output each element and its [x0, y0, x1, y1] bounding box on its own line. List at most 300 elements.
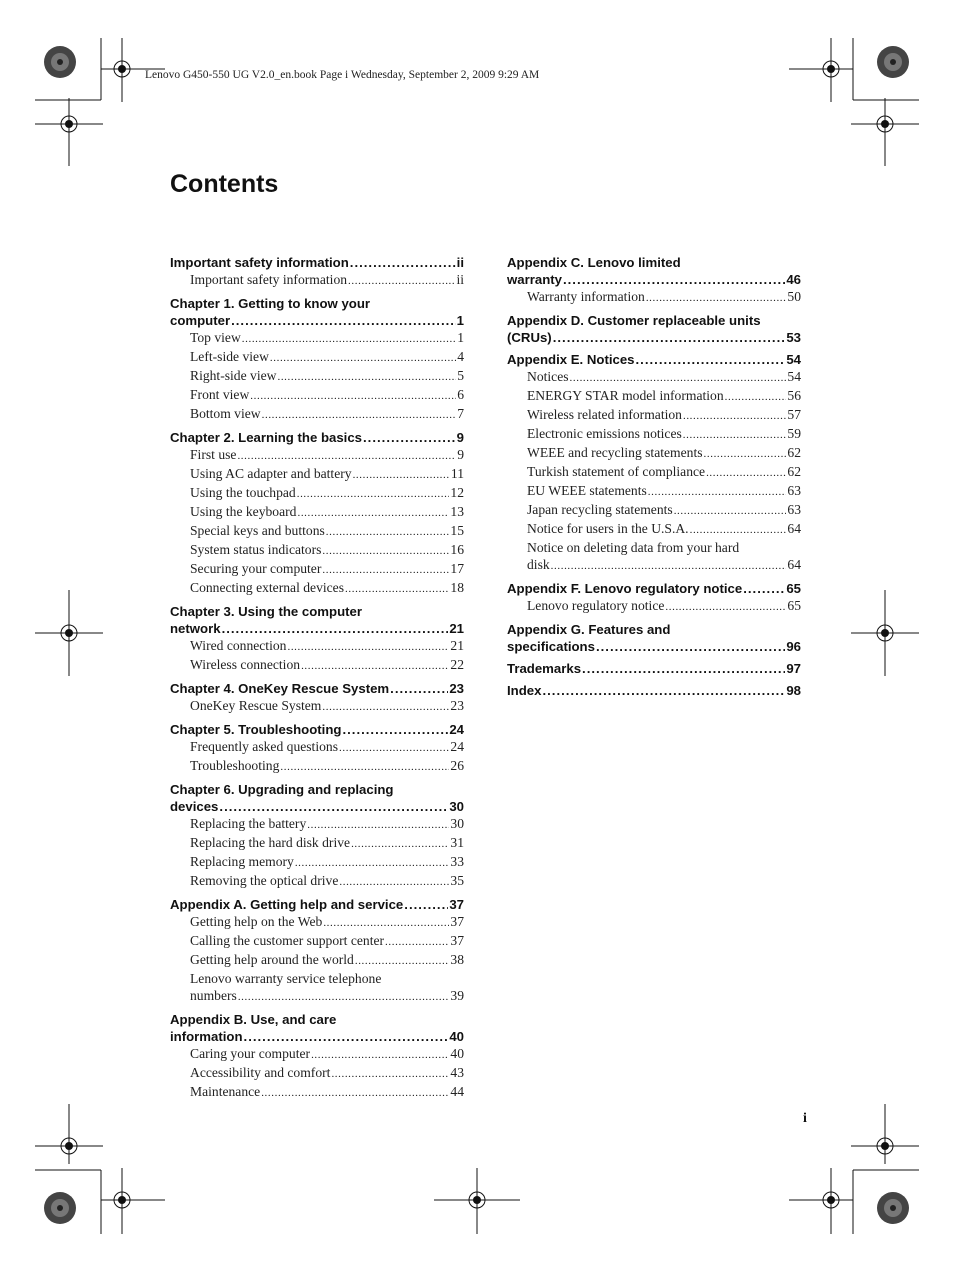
toc-subsection-line: [190, 656, 464, 675]
toc-left-column: [170, 254, 464, 1107]
toc-chapter-page: 9: [456, 430, 464, 445]
toc-chapter-page: 23: [449, 681, 464, 696]
toc-subsection-page: 21: [450, 638, 464, 653]
dot-leader: [250, 386, 456, 405]
toc-subsection-page: 39: [450, 988, 464, 1003]
toc-subsection-entry[interactable]: [507, 387, 801, 406]
toc-right-column: [507, 254, 801, 704]
toc-subsection-entry[interactable]: [507, 406, 801, 425]
toc-subsection-page: 18: [450, 580, 464, 595]
toc-subsection-title: Using AC adapter and battery: [190, 466, 352, 481]
toc-chapter-line: [170, 721, 464, 738]
toc-subsection-page: 6: [457, 387, 464, 402]
toc-subsection-title: Left-side view: [190, 349, 269, 364]
toc-chapter-title: Trademarks: [507, 661, 582, 676]
dot-leader: [542, 682, 785, 699]
toc-chapter-line: [170, 680, 464, 697]
dot-leader: [297, 484, 450, 503]
toc-subsection-line: [190, 932, 464, 951]
toc-chapter-page: 98: [786, 683, 801, 698]
toc-subsection-title: disk: [527, 557, 550, 572]
toc-section: [507, 621, 801, 655]
toc-subsection-page: 44: [450, 1084, 464, 1099]
toc-subsection-title: Getting help around the world: [190, 952, 354, 967]
toc-subsection-line: [190, 913, 464, 932]
toc-subsection-entry[interactable]: [170, 1064, 464, 1083]
toc-subsection-page: 12: [450, 485, 464, 500]
toc-chapter-page: 46: [786, 272, 801, 287]
toc-subsection-entry[interactable]: [507, 482, 801, 501]
toc-subsection-page: 15: [450, 523, 464, 538]
toc-chapter-page: 96: [786, 639, 801, 654]
toc-subsection-line: [527, 425, 801, 444]
toc-subsection-line: [190, 738, 464, 757]
toc-subsection-page: 38: [450, 952, 464, 967]
toc-subsection-entry[interactable]: [170, 637, 464, 656]
dot-leader: [311, 1045, 449, 1064]
toc-subsection-line: [527, 556, 801, 575]
toc-subsection-page: 7: [457, 406, 464, 421]
toc-section: [170, 896, 464, 1006]
toc-subsection-line: [190, 579, 464, 598]
toc-subsection-title: Using the touchpad: [190, 485, 296, 500]
toc-subsection-entry[interactable]: [507, 539, 801, 575]
toc-subsection-title: Replacing memory: [190, 854, 294, 869]
toc-subsection-entry[interactable]: [170, 913, 464, 932]
toc-subsection-title: Replacing the battery: [190, 816, 307, 831]
toc-subsection-page: 54: [787, 369, 801, 384]
dot-leader: [277, 367, 456, 386]
dot-leader: [238, 987, 450, 1006]
toc-chapter-line: [170, 896, 464, 913]
dot-leader: [683, 425, 787, 444]
toc-subsection-page: 5: [457, 368, 464, 383]
toc-chapter-title: Appendix F. Lenovo regulatory notice: [507, 581, 743, 596]
toc-subsection-title: Troubleshooting: [190, 758, 280, 773]
toc-subsection-line: [190, 503, 464, 522]
toc-subsection-entry[interactable]: [170, 1083, 464, 1102]
toc-subsection-title: Right-side view: [190, 368, 277, 383]
toc-subsection-page: 37: [450, 933, 464, 948]
toc-subsection-line: [190, 872, 464, 891]
toc-subsection-entry[interactable]: [170, 271, 464, 290]
toc-chapter-line: [170, 254, 464, 271]
toc-subsection-page: 56: [787, 388, 801, 403]
toc-chapter-title-first-line: Appendix D. Customer replaceable units: [507, 313, 761, 328]
toc-section: [170, 680, 464, 716]
toc-subsection-entry[interactable]: [170, 697, 464, 716]
toc-subsection-title: Caring your computer: [190, 1046, 311, 1061]
dot-leader: [261, 1083, 449, 1102]
toc-subsection-line: [190, 446, 464, 465]
toc-subsection-line: [190, 757, 464, 776]
toc-subsection-line: [190, 1045, 464, 1064]
toc-chapter-title-first-line: Appendix C. Lenovo limited: [507, 255, 681, 270]
toc-subsection-line: [527, 463, 801, 482]
dot-leader: [339, 872, 449, 891]
toc-subsection-entry[interactable]: [507, 520, 801, 539]
toc-subsection-title: Using the keyboard: [190, 504, 297, 519]
toc-subsection-entry[interactable]: [170, 367, 464, 386]
toc-section: [507, 580, 801, 616]
toc-subsection-line: [190, 541, 464, 560]
toc-subsection-line: [190, 329, 464, 348]
toc-subsection-line: [527, 406, 801, 425]
toc-subsection-line: [190, 367, 464, 386]
dot-leader: [596, 638, 785, 655]
toc-subsection-line: [190, 560, 464, 579]
dot-leader: [242, 329, 456, 348]
toc-subsection-title: WEEE and recycling statements: [527, 445, 703, 460]
dot-leader: [244, 1028, 449, 1045]
toc-subsection-page: 63: [787, 502, 801, 517]
toc-subsection-entry[interactable]: [170, 560, 464, 579]
toc-chapter-line: [170, 798, 464, 815]
toc-section: [507, 351, 801, 575]
toc-subsection-entry[interactable]: [170, 503, 464, 522]
toc-chapter-page: 54: [786, 352, 801, 367]
toc-subsection-page: 40: [450, 1046, 464, 1061]
running-header: Lenovo G450-550 UG V2.0_en.book Page i Wednesday, September 2, 2009 9:29 AM: [145, 69, 540, 81]
dot-leader: [636, 351, 786, 368]
dot-leader: [345, 579, 449, 598]
dot-leader: [331, 1064, 449, 1083]
dot-leader: [295, 853, 450, 872]
toc-subsection-title: Frequently asked questions: [190, 739, 338, 754]
toc-subsection-page: 16: [450, 542, 464, 557]
toc-subsection-entry[interactable]: [170, 484, 464, 503]
toc-chapter-entry[interactable]: [507, 312, 801, 346]
toc-subsection-line: [527, 368, 801, 387]
dot-leader: [743, 580, 785, 597]
toc-chapter-title: information: [170, 1029, 243, 1044]
toc-subsection-page: 64: [787, 521, 801, 536]
toc-chapter-title: devices: [170, 799, 219, 814]
toc-subsection-entry[interactable]: [170, 579, 464, 598]
toc-subsection-line: [190, 1083, 464, 1102]
toc-chapter-title: Important safety information: [170, 255, 349, 270]
toc-chapter-line: [170, 1028, 464, 1045]
dot-leader: [725, 387, 787, 406]
toc-subsection-line: [190, 522, 464, 541]
toc-chapter-title: Appendix E. Notices: [507, 352, 635, 367]
toc-subsection-page: 17: [450, 561, 464, 576]
toc-subsection-title: Replacing the hard disk drive: [190, 835, 351, 850]
toc-chapter-title: Chapter 4. OneKey Rescue System: [170, 681, 390, 696]
toc-chapter-page: 24: [449, 722, 464, 737]
toc-subsection-page: ii: [456, 272, 464, 287]
toc-subsection-title: Notice for users in the U.S.A.: [527, 521, 689, 536]
toc-chapter-line: [507, 271, 801, 288]
toc-chapter-entry[interactable]: [170, 254, 464, 271]
toc-chapter-page: 53: [786, 330, 801, 345]
toc-subsection-title: Removing the optical drive: [190, 873, 339, 888]
toc-subsection-entry[interactable]: [507, 444, 801, 463]
toc-subsection-title: Bottom view: [190, 406, 261, 421]
toc-chapter-title: Index: [507, 683, 542, 698]
dot-leader: [582, 660, 785, 677]
dot-leader: [322, 697, 449, 716]
toc-section: [170, 429, 464, 598]
toc-subsection-page: 30: [450, 816, 464, 831]
toc-subsection-entry[interactable]: [170, 872, 464, 891]
page-title: Contents: [170, 170, 279, 198]
toc-subsection-line: [527, 482, 801, 501]
toc-section: [170, 721, 464, 776]
toc-subsection-entry[interactable]: [170, 446, 464, 465]
toc-subsection-line: [190, 834, 464, 853]
dot-leader: [322, 541, 449, 560]
toc-subsection-title: Notices: [527, 369, 569, 384]
dot-leader: [646, 288, 787, 307]
toc-subsection-entry[interactable]: [170, 386, 464, 405]
toc-subsection-line: [527, 387, 801, 406]
toc-subsection-page: 9: [457, 447, 464, 462]
toc-chapter-entry[interactable]: [170, 1011, 464, 1045]
toc-chapter-line: [170, 620, 464, 637]
toc-subsection-page: 33: [450, 854, 464, 869]
dot-leader: [270, 348, 456, 367]
toc-subsection-title: ENERGY STAR model information: [527, 388, 724, 403]
dot-leader: [363, 429, 456, 446]
dot-leader: [404, 896, 448, 913]
toc-subsection-page: 23: [450, 698, 464, 713]
toc-subsection-entry[interactable]: [170, 853, 464, 872]
toc-chapter-page: 65: [786, 581, 801, 596]
dot-leader: [570, 368, 787, 387]
dot-leader: [237, 446, 456, 465]
toc-subsection-entry[interactable]: [170, 329, 464, 348]
toc-chapter-title: network: [170, 621, 221, 636]
toc-subsection-entry[interactable]: [170, 348, 464, 367]
toc-subsection-title-first-line: Lenovo warranty service telephone: [190, 971, 382, 986]
dot-leader: [323, 913, 449, 932]
toc-subsection-title: Securing your computer: [190, 561, 322, 576]
toc-subsection-entry[interactable]: [170, 834, 464, 853]
toc-chapter-entry[interactable]: [507, 580, 801, 597]
toc-chapter-title: warranty: [507, 272, 562, 287]
dot-leader: [690, 520, 787, 539]
dot-leader: [563, 271, 785, 288]
toc-subsection-title: Important safety information: [190, 272, 348, 287]
dot-leader: [297, 503, 449, 522]
toc-subsection-line: [190, 386, 464, 405]
dot-leader: [350, 254, 456, 271]
toc-subsection-line: [190, 987, 464, 1006]
toc-chapter-title-first-line: Appendix G. Features and: [507, 622, 671, 637]
dot-leader: [674, 501, 787, 520]
toc-chapter-entry[interactable]: [170, 721, 464, 738]
toc-chapter-title-first-line: Chapter 1. Getting to know your: [170, 296, 371, 311]
toc-section: [170, 1011, 464, 1102]
toc-chapter-title: Chapter 2. Learning the basics: [170, 430, 363, 445]
toc-chapter-entry[interactable]: [507, 351, 801, 368]
toc-chapter-line: [507, 351, 801, 368]
toc-subsection-title: Warranty information: [527, 289, 645, 304]
toc-subsection-entry[interactable]: [507, 368, 801, 387]
toc-chapter-page: 21: [449, 621, 464, 636]
toc-subsection-line: [527, 520, 801, 539]
dot-leader: [683, 406, 786, 425]
toc-subsection-page: 43: [450, 1065, 464, 1080]
toc-chapter-title: specifications: [507, 639, 595, 654]
toc-chapter-entry[interactable]: [507, 682, 801, 699]
toc-section: [170, 781, 464, 891]
toc-subsection-entry[interactable]: [170, 405, 464, 424]
dot-leader: [307, 815, 449, 834]
toc-subsection-line: [190, 1064, 464, 1083]
toc-subsection-title: Connecting external devices: [190, 580, 345, 595]
toc-subsection-page: 13: [450, 504, 464, 519]
dot-leader: [704, 444, 787, 463]
toc-chapter-title-first-line: Appendix B. Use, and care: [170, 1012, 337, 1027]
toc-subsection-title: Accessibility and comfort: [190, 1065, 331, 1080]
toc-subsection-entry[interactable]: [507, 425, 801, 444]
toc-subsection-line: [190, 484, 464, 503]
toc-subsection-title: Wired connection: [190, 638, 287, 653]
dot-leader: [665, 597, 786, 616]
toc-subsection-page: 37: [450, 914, 464, 929]
toc-subsection-entry[interactable]: [170, 1045, 464, 1064]
toc-chapter-title: computer: [170, 313, 231, 328]
toc-subsection-title: Getting help on the Web: [190, 914, 323, 929]
toc-section: [170, 603, 464, 675]
toc-section: [170, 295, 464, 424]
toc-subsection-entry[interactable]: [507, 463, 801, 482]
toc-section: [507, 254, 801, 307]
toc-subsection-title: Top view: [190, 330, 241, 345]
dot-leader: [553, 329, 786, 346]
dot-leader: [355, 951, 450, 970]
toc-subsection-page: 24: [450, 739, 464, 754]
toc-section: [507, 682, 801, 699]
toc-chapter-line: [170, 312, 464, 329]
dot-leader: [280, 757, 449, 776]
dot-leader: [390, 680, 448, 697]
toc-chapter-page: 1: [456, 313, 464, 328]
page-number: i: [803, 1111, 807, 1126]
toc-subsection-page: 22: [450, 657, 464, 672]
toc-chapter-title-first-line: Chapter 6. Upgrading and replacing: [170, 782, 394, 797]
toc-subsection-title: Maintenance: [190, 1084, 261, 1099]
toc-section: [170, 254, 464, 290]
dot-leader: [339, 738, 449, 757]
toc-subsection-line: [190, 348, 464, 367]
dot-leader: [353, 465, 450, 484]
toc-subsection-page: 1: [457, 330, 464, 345]
toc-subsection-entry[interactable]: [170, 541, 464, 560]
toc-chapter-title: Appendix A. Getting help and service: [170, 897, 404, 912]
toc-subsection-line: [190, 637, 464, 656]
toc-section: [507, 660, 801, 677]
toc-subsection-page: 59: [787, 426, 801, 441]
toc-subsection-page: 65: [787, 598, 801, 613]
toc-subsection-title: Calling the customer support center: [190, 933, 385, 948]
toc-chapter-line: [507, 682, 801, 699]
dot-leader: [231, 312, 456, 329]
dot-leader: [301, 656, 449, 675]
toc-subsection-entry[interactable]: [507, 597, 801, 616]
dot-leader: [551, 556, 787, 575]
toc-subsection-entry[interactable]: [170, 970, 464, 1006]
dot-leader: [219, 798, 448, 815]
dot-leader: [326, 522, 450, 541]
toc-subsection-page: 50: [787, 289, 801, 304]
toc-chapter-title-first-line: Chapter 3. Using the computer: [170, 604, 362, 619]
toc-chapter-entry[interactable]: [170, 429, 464, 446]
toc-chapter-page: 40: [449, 1029, 464, 1044]
toc-subsection-page: 64: [787, 557, 801, 572]
toc-chapter-line: [507, 329, 801, 346]
toc-subsection-page: 31: [450, 835, 464, 850]
dot-leader: [222, 620, 449, 637]
toc-subsection-entry[interactable]: [170, 522, 464, 541]
toc-subsection-entry[interactable]: [170, 738, 464, 757]
toc-chapter-entry[interactable]: [170, 896, 464, 913]
dot-leader: [348, 271, 455, 290]
toc-subsection-title: Wireless related information: [527, 407, 682, 422]
dot-leader: [322, 560, 449, 579]
toc-chapter-entry[interactable]: [170, 603, 464, 637]
toc-subsection-title: Electronic emissions notices: [527, 426, 682, 441]
toc-subsection-line: [527, 444, 801, 463]
toc-subsection-title-first-line: Notice on deleting data from your hard: [527, 540, 740, 555]
toc-subsection-entry[interactable]: [507, 288, 801, 307]
toc-chapter-page: 37: [449, 897, 464, 912]
toc-subsection-title: Lenovo regulatory notice: [527, 598, 665, 613]
dot-leader: [342, 721, 448, 738]
toc-chapter-entry[interactable]: [507, 660, 801, 677]
toc-subsection-line: [190, 271, 464, 290]
toc-subsection-entry[interactable]: [507, 501, 801, 520]
toc-subsection-line: [190, 815, 464, 834]
toc-chapter-entry[interactable]: [507, 621, 801, 655]
toc-chapter-entry[interactable]: [507, 254, 801, 288]
toc-chapter-page: 97: [786, 661, 801, 676]
dot-leader: [385, 932, 449, 951]
toc-subsection-page: 4: [457, 349, 464, 364]
toc-subsection-entry[interactable]: [170, 465, 464, 484]
toc-chapter-entry[interactable]: [170, 781, 464, 815]
toc-subsection-line: [527, 288, 801, 307]
toc-section: [507, 312, 801, 346]
toc-chapter-title: (CRUs): [507, 330, 552, 345]
dot-leader: [706, 463, 786, 482]
toc-chapter-line: [507, 660, 801, 677]
toc-subsection-entry[interactable]: [170, 757, 464, 776]
toc-subsection-entry[interactable]: [170, 815, 464, 834]
toc-chapter-title: Chapter 5. Troubleshooting: [170, 722, 342, 737]
toc-subsection-entry[interactable]: [170, 656, 464, 675]
toc-chapter-entry[interactable]: [170, 295, 464, 329]
toc-subsection-title: OneKey Rescue System: [190, 698, 322, 713]
toc-chapter-line: [507, 638, 801, 655]
toc-subsection-title: Front view: [190, 387, 250, 402]
toc-subsection-entry[interactable]: [170, 951, 464, 970]
toc-subsection-entry[interactable]: [170, 932, 464, 951]
toc-subsection-line: [190, 405, 464, 424]
toc-subsection-title: numbers: [190, 988, 237, 1003]
dot-leader: [262, 405, 457, 424]
toc-subsection-line: [527, 597, 801, 616]
toc-chapter-entry[interactable]: [170, 680, 464, 697]
toc-subsection-line: [190, 697, 464, 716]
toc-chapter-page: ii: [456, 255, 464, 270]
toc-subsection-title: Wireless connection: [190, 657, 301, 672]
toc-subsection-page: 62: [787, 445, 801, 460]
toc-chapter-line: [507, 580, 801, 597]
toc-subsection-line: [190, 951, 464, 970]
